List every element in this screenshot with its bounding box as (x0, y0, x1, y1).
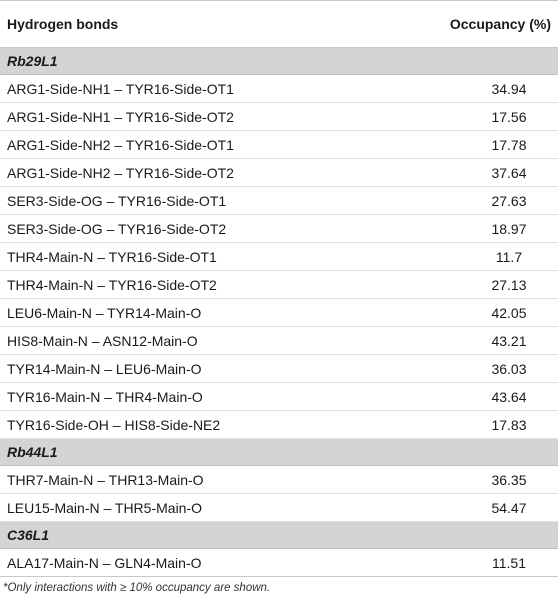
table-row (0, 466, 558, 494)
bond-cell: ARG1-Side-NH2 – TYR16-Side-OT1 (0, 131, 420, 159)
section-label: Rb29L1 (0, 48, 558, 75)
bond-cell: SER3-Side-OG – TYR16-Side-OT2 (0, 215, 420, 243)
table-row (0, 494, 558, 522)
section-label: C36L1 (0, 522, 558, 549)
table-row (0, 271, 558, 299)
table-body (0, 48, 558, 577)
bond-cell: HIS8-Main-N – ASN12-Main-O (0, 327, 420, 355)
occupancy-cell: 43.21 (420, 327, 558, 355)
occupancy-cell: 42.05 (420, 299, 558, 327)
section-row (0, 439, 558, 466)
occupancy-cell: 11.51 (420, 549, 558, 577)
occupancy-cell: 17.56 (420, 103, 558, 131)
table-row (0, 131, 558, 159)
table-row (0, 243, 558, 271)
bond-cell: ARG1-Side-NH1 – TYR16-Side-OT1 (0, 75, 420, 103)
bond-cell: TYR16-Main-N – THR4-Main-O (0, 383, 420, 411)
table-row (0, 549, 558, 577)
bond-cell: TYR16-Side-OH – HIS8-Side-NE2 (0, 411, 420, 439)
footnote: *Only interactions with ≥ 10% occupancy are shown. (3, 582, 271, 594)
table-row (0, 75, 558, 103)
section-label: Rb44L1 (0, 439, 558, 466)
occupancy-cell: 27.63 (420, 187, 558, 215)
header-row (0, 1, 558, 48)
column-header-occupancy: Occupancy (%) (420, 1, 558, 48)
occupancy-cell: 43.64 (420, 383, 558, 411)
column-header-hydrogen-bonds: Hydrogen bonds (0, 1, 420, 48)
table-row (0, 355, 558, 383)
section-row (0, 522, 558, 549)
bond-cell: ALA17-Main-N – GLN4-Main-O (0, 549, 420, 577)
occupancy-cell: 17.83 (420, 411, 558, 439)
occupancy-cell: 34.94 (420, 75, 558, 103)
occupancy-cell: 11.7 (420, 243, 558, 271)
table-row (0, 383, 558, 411)
occupancy-cell: 54.47 (420, 494, 558, 522)
table-row (0, 187, 558, 215)
bond-cell: THR4-Main-N – TYR16-Side-OT2 (0, 271, 420, 299)
bond-cell: THR4-Main-N – TYR16-Side-OT1 (0, 243, 420, 271)
occupancy-cell: 27.13 (420, 271, 558, 299)
table-row (0, 103, 558, 131)
bond-cell: ARG1-Side-NH2 – TYR16-Side-OT2 (0, 159, 420, 187)
occupancy-cell: 36.03 (420, 355, 558, 383)
section-row (0, 48, 558, 75)
table-row (0, 299, 558, 327)
bond-cell: SER3-Side-OG – TYR16-Side-OT1 (0, 187, 420, 215)
bond-cell: THR7-Main-N – THR13-Main-O (0, 466, 420, 494)
table-row (0, 327, 558, 355)
occupancy-cell: 37.64 (420, 159, 558, 187)
occupancy-cell: 17.78 (420, 131, 558, 159)
bond-cell: LEU15-Main-N – THR5-Main-O (0, 494, 420, 522)
bond-cell: TYR14-Main-N – LEU6-Main-O (0, 355, 420, 383)
table-row (0, 159, 558, 187)
table-row (0, 215, 558, 243)
bond-cell: ARG1-Side-NH1 – TYR16-Side-OT2 (0, 103, 420, 131)
bond-cell: LEU6-Main-N – TYR14-Main-O (0, 299, 420, 327)
table-row (0, 411, 558, 439)
occupancy-cell: 36.35 (420, 466, 558, 494)
occupancy-cell: 18.97 (420, 215, 558, 243)
